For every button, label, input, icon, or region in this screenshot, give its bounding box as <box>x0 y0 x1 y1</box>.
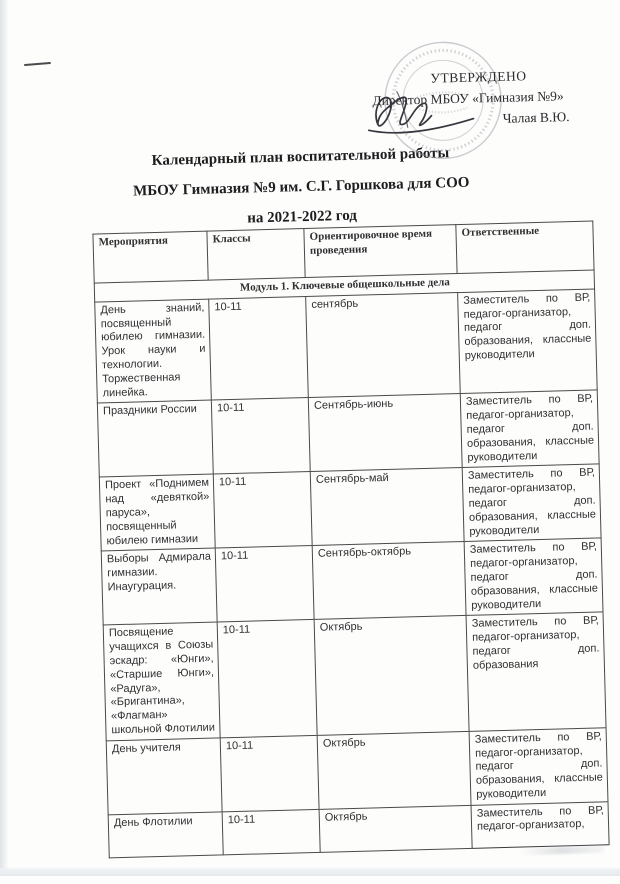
cell-event: Проект «Поднимем над «девяткой» паруса», посвященный юбилею гимназии <box>99 474 215 551</box>
cell-time: Октябрь <box>314 616 469 735</box>
approval-signer-name: Чалая В.Ю. <box>502 109 570 126</box>
table-row <box>101 538 603 625</box>
cell-classes: 10-11 <box>209 296 309 400</box>
table-row <box>103 612 606 740</box>
cell-responsible: Заместитель по ВР, педагог-организатор, педагог доп. образования, классные руководители <box>464 538 603 616</box>
director-signature <box>361 81 494 138</box>
approval-director-line: Директор МБОУ «Гимназия №9» <box>372 87 564 108</box>
cell-event: День Флотилии <box>108 812 223 858</box>
table-row <box>99 464 601 551</box>
header-events: Мероприятия <box>93 231 208 283</box>
header-time: Ориентировочное время проведения <box>304 225 457 278</box>
cell-event: День знаний, посвященный юбилею гимназии. Урок науки и технологии. Торжественная линейка. <box>95 299 212 404</box>
cell-event: Выборы Адмирала гимназии. Инаугурация. <box>101 548 217 625</box>
cell-time: Сентябрь-июнь <box>308 394 462 472</box>
cell-classes: 10-11 <box>213 472 312 548</box>
scan-edge-left-shadow <box>0 0 9 876</box>
cell-responsible: Заместитель по ВР, педагог-организатор, педагог доп. образования, классные руководители <box>460 390 599 468</box>
scan-edge-bottom-shadow <box>0 867 620 876</box>
approval-status: УТВЕРЖДЕНО <box>430 68 527 86</box>
table-row <box>106 728 608 815</box>
cell-time: Сентябрь-октябрь <box>312 542 466 620</box>
header-classes: Классы <box>207 229 305 281</box>
cell-classes: 10-11 <box>211 398 310 474</box>
cell-time: Сентябрь-май <box>310 468 464 546</box>
title-line-2: МБОУ Гимназия №9 им. С.Г. Горшкова для СОО <box>132 174 470 200</box>
header-responsible: Ответственные <box>456 221 594 274</box>
cell-classes: 10-11 <box>220 735 319 811</box>
cell-responsible: Заместитель по ВР, педагог-организатор, педагог доп. образования, классные руководители <box>469 728 608 806</box>
cell-responsible: Заместитель по ВР, педагог-организатор, педагог доп. образования <box>466 612 606 731</box>
cell-time: Октябрь <box>317 731 471 809</box>
cell-event: Посвящение учащихся в Союзы эскадр: «Юнги», «Старшие Юнги», «Радуга», «Бригантина», «Флагман» школьной Флотилии <box>103 622 220 740</box>
cell-classes: 10-11 <box>215 546 314 622</box>
cell-classes: 10-11 <box>222 809 320 855</box>
table-row <box>95 289 597 404</box>
cell-responsible: Заместитель по ВР, педагог-организатор, педагог доп. образования, классные руководители <box>462 464 601 542</box>
pen-mark <box>24 62 51 66</box>
title-line-3: на 2021-2022 год <box>247 207 358 227</box>
cell-time: сентябрь <box>306 292 461 398</box>
cell-time: Октябрь <box>319 805 472 852</box>
cell-responsible: Заместитель по ВР, педагог-организатор, педагог доп. образования, классные руководители <box>458 289 598 394</box>
title-line-1: Календарный план воспитательной работы <box>151 145 450 170</box>
plan-table <box>92 220 609 858</box>
cell-responsible: Заместитель по ВР, педагог-организатор, <box>471 801 609 848</box>
cell-event: День учителя <box>106 738 222 815</box>
table-row <box>97 390 599 477</box>
section-title: Модуль 1. Ключевые общешкольные дела <box>94 270 594 302</box>
plan-table-container <box>92 220 610 858</box>
cell-classes: 10-11 <box>217 620 317 738</box>
cell-event: Праздники России <box>97 400 213 477</box>
